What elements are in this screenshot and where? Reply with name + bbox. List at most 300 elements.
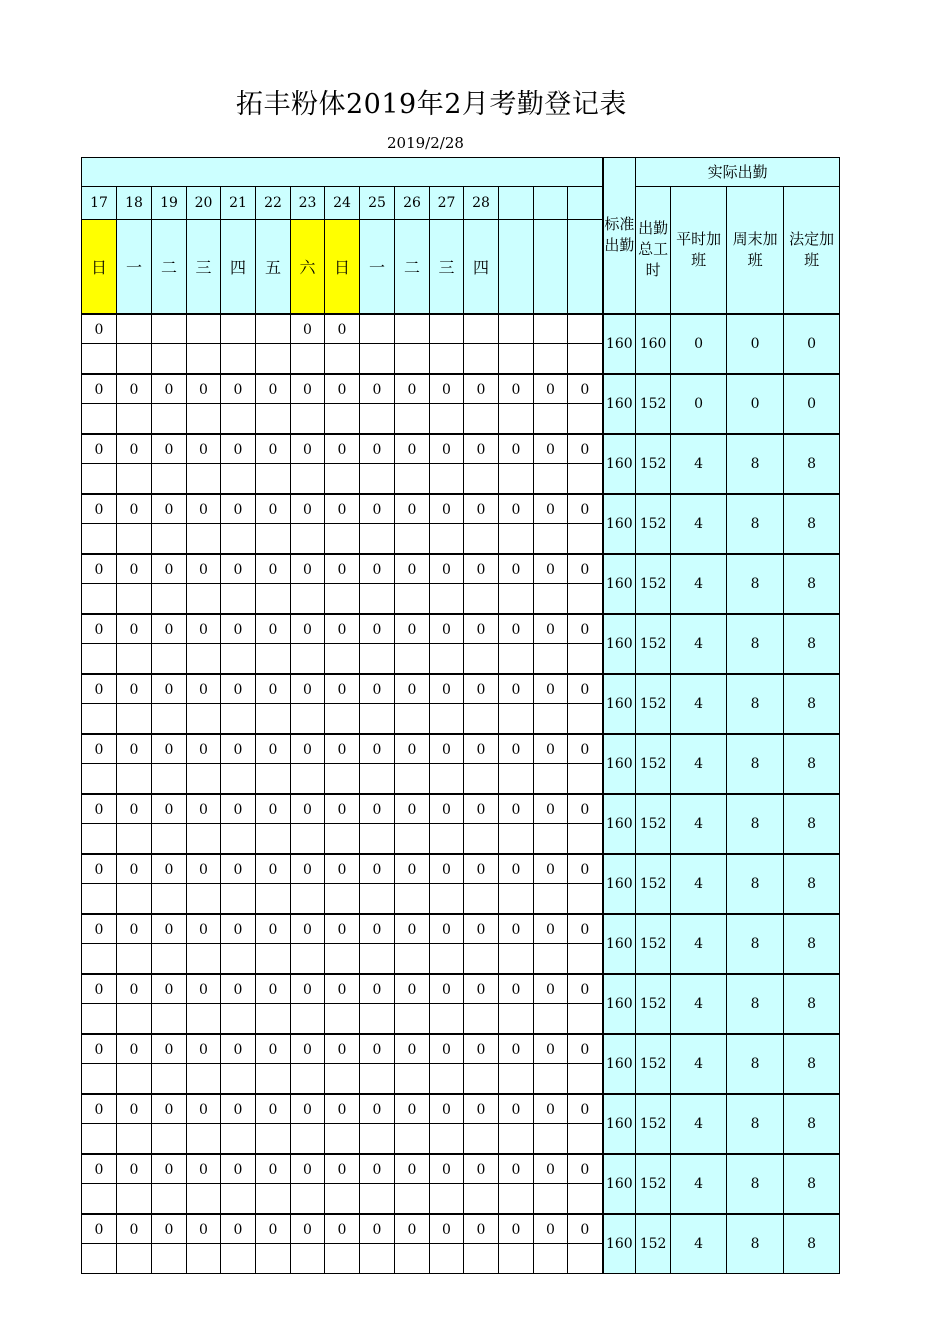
hours-note-cell[interactable] <box>291 524 325 554</box>
hours-cell[interactable]: 0 <box>291 734 325 764</box>
hours-note-cell[interactable] <box>256 1184 291 1214</box>
hours-note-cell[interactable] <box>430 344 464 374</box>
standard-hours-cell[interactable]: 160 <box>603 434 636 494</box>
hours-note-cell[interactable] <box>568 884 603 914</box>
hours-cell[interactable]: 0 <box>499 494 534 524</box>
hours-cell[interactable]: 0 <box>221 1034 256 1064</box>
weekday-overtime-cell[interactable]: 4 <box>671 494 727 554</box>
hours-note-cell[interactable] <box>221 824 256 854</box>
hours-note-cell[interactable] <box>360 764 395 794</box>
hours-note-cell[interactable] <box>395 884 430 914</box>
hours-note-cell[interactable] <box>360 344 395 374</box>
hours-cell[interactable]: 0 <box>499 554 534 584</box>
hours-cell[interactable]: 0 <box>325 374 360 404</box>
hours-cell[interactable]: 0 <box>256 854 291 884</box>
hours-note-cell[interactable] <box>291 1004 325 1034</box>
hours-note-cell[interactable] <box>152 344 187 374</box>
hours-note-cell[interactable] <box>325 764 360 794</box>
hours-note-cell[interactable] <box>152 824 187 854</box>
hours-note-cell[interactable] <box>152 524 187 554</box>
hours-cell[interactable]: 0 <box>360 1094 395 1124</box>
hours-cell[interactable]: 0 <box>534 1034 568 1064</box>
holiday-overtime-cell[interactable]: 8 <box>784 734 840 794</box>
hours-cell[interactable]: 0 <box>499 854 534 884</box>
hours-cell[interactable]: 0 <box>187 794 221 824</box>
standard-hours-cell[interactable]: 160 <box>603 374 636 434</box>
hours-note-cell[interactable] <box>187 404 221 434</box>
hours-cell[interactable]: 0 <box>534 554 568 584</box>
hours-cell[interactable]: 0 <box>152 434 187 464</box>
hours-note-cell[interactable] <box>152 644 187 674</box>
weekend-overtime-cell[interactable]: 8 <box>727 674 784 734</box>
hours-cell[interactable]: 0 <box>152 554 187 584</box>
hours-cell[interactable] <box>256 314 291 344</box>
hours-note-cell[interactable] <box>360 404 395 434</box>
hours-cell[interactable] <box>117 314 152 344</box>
weekend-overtime-cell[interactable]: 8 <box>727 554 784 614</box>
weekend-overtime-cell[interactable]: 8 <box>727 1094 784 1154</box>
hours-note-cell[interactable] <box>360 944 395 974</box>
total-hours-cell[interactable]: 152 <box>636 674 671 734</box>
holiday-overtime-cell[interactable]: 8 <box>784 494 840 554</box>
hours-note-cell[interactable] <box>221 584 256 614</box>
hours-cell[interactable]: 0 <box>430 974 464 1004</box>
holiday-overtime-cell[interactable]: 8 <box>784 854 840 914</box>
hours-note-cell[interactable] <box>117 1184 152 1214</box>
hours-cell[interactable]: 0 <box>534 374 568 404</box>
hours-cell[interactable]: 0 <box>291 1034 325 1064</box>
hours-note-cell[interactable] <box>499 1124 534 1154</box>
hours-note-cell[interactable] <box>464 704 499 734</box>
hours-note-cell[interactable] <box>499 1004 534 1034</box>
hours-note-cell[interactable] <box>82 344 117 374</box>
hours-cell[interactable]: 0 <box>82 314 117 344</box>
hours-cell[interactable]: 0 <box>187 554 221 584</box>
hours-cell[interactable] <box>430 314 464 344</box>
hours-cell[interactable]: 0 <box>187 434 221 464</box>
hours-note-cell[interactable] <box>568 1244 603 1274</box>
hours-note-cell[interactable] <box>499 764 534 794</box>
total-hours-cell[interactable]: 152 <box>636 1034 671 1094</box>
weekend-overtime-cell[interactable]: 8 <box>727 1154 784 1214</box>
standard-hours-cell[interactable]: 160 <box>603 494 636 554</box>
hours-cell[interactable]: 0 <box>430 494 464 524</box>
hours-cell[interactable]: 0 <box>395 614 430 644</box>
hours-note-cell[interactable] <box>82 764 117 794</box>
hours-cell[interactable]: 0 <box>499 674 534 704</box>
hours-note-cell[interactable] <box>325 944 360 974</box>
hours-cell[interactable]: 0 <box>534 1094 568 1124</box>
hours-note-cell[interactable] <box>325 704 360 734</box>
hours-cell[interactable]: 0 <box>117 914 152 944</box>
hours-cell[interactable] <box>187 314 221 344</box>
holiday-overtime-cell[interactable]: 8 <box>784 434 840 494</box>
hours-note-cell[interactable] <box>82 704 117 734</box>
total-hours-cell[interactable]: 152 <box>636 374 671 434</box>
hours-cell[interactable]: 0 <box>360 614 395 644</box>
hours-note-cell[interactable] <box>464 1064 499 1094</box>
hours-note-cell[interactable] <box>534 1124 568 1154</box>
hours-cell[interactable]: 0 <box>117 734 152 764</box>
hours-note-cell[interactable] <box>82 1124 117 1154</box>
weekend-overtime-cell[interactable]: 8 <box>727 494 784 554</box>
weekday-overtime-cell[interactable]: 4 <box>671 1034 727 1094</box>
standard-hours-cell[interactable]: 160 <box>603 1094 636 1154</box>
hours-note-cell[interactable] <box>325 1244 360 1274</box>
hours-cell[interactable]: 0 <box>256 1094 291 1124</box>
hours-note-cell[interactable] <box>117 644 152 674</box>
hours-note-cell[interactable] <box>82 824 117 854</box>
hours-note-cell[interactable] <box>325 1064 360 1094</box>
hours-note-cell[interactable] <box>117 404 152 434</box>
hours-cell[interactable]: 0 <box>568 614 603 644</box>
hours-note-cell[interactable] <box>152 1004 187 1034</box>
hours-cell[interactable]: 0 <box>360 554 395 584</box>
standard-hours-cell[interactable]: 160 <box>603 974 636 1034</box>
hours-note-cell[interactable] <box>187 704 221 734</box>
hours-cell[interactable]: 0 <box>221 554 256 584</box>
hours-note-cell[interactable] <box>360 524 395 554</box>
hours-cell[interactable] <box>534 314 568 344</box>
hours-note-cell[interactable] <box>117 1004 152 1034</box>
hours-cell[interactable]: 0 <box>256 434 291 464</box>
hours-note-cell[interactable] <box>568 1184 603 1214</box>
hours-cell[interactable]: 0 <box>291 794 325 824</box>
hours-cell[interactable]: 0 <box>325 554 360 584</box>
hours-note-cell[interactable] <box>256 1064 291 1094</box>
hours-cell[interactable] <box>464 314 499 344</box>
weekday-overtime-cell[interactable]: 4 <box>671 434 727 494</box>
hours-note-cell[interactable] <box>430 1184 464 1214</box>
hours-note-cell[interactable] <box>82 1064 117 1094</box>
hours-note-cell[interactable] <box>117 1244 152 1274</box>
hours-note-cell[interactable] <box>187 1184 221 1214</box>
holiday-overtime-cell[interactable]: 8 <box>784 614 840 674</box>
hours-note-cell[interactable] <box>499 464 534 494</box>
hours-cell[interactable]: 0 <box>499 1154 534 1184</box>
hours-cell[interactable]: 0 <box>325 1034 360 1064</box>
hours-cell[interactable]: 0 <box>325 734 360 764</box>
hours-note-cell[interactable] <box>221 1124 256 1154</box>
weekend-overtime-cell[interactable]: 8 <box>727 1214 784 1274</box>
hours-cell[interactable]: 0 <box>325 1094 360 1124</box>
hours-cell[interactable]: 0 <box>464 974 499 1004</box>
weekday-overtime-cell[interactable]: 0 <box>671 314 727 374</box>
holiday-overtime-cell[interactable]: 8 <box>784 794 840 854</box>
hours-note-cell[interactable] <box>395 584 430 614</box>
hours-cell[interactable] <box>221 314 256 344</box>
hours-cell[interactable]: 0 <box>325 854 360 884</box>
hours-cell[interactable]: 0 <box>464 434 499 464</box>
hours-cell[interactable]: 0 <box>221 734 256 764</box>
hours-cell[interactable]: 0 <box>360 794 395 824</box>
hours-note-cell[interactable] <box>256 524 291 554</box>
holiday-overtime-cell[interactable]: 8 <box>784 1214 840 1274</box>
hours-note-cell[interactable] <box>221 1184 256 1214</box>
hours-note-cell[interactable] <box>325 824 360 854</box>
hours-note-cell[interactable] <box>291 584 325 614</box>
weekend-overtime-cell[interactable]: 8 <box>727 1034 784 1094</box>
hours-note-cell[interactable] <box>464 584 499 614</box>
hours-cell[interactable]: 0 <box>152 794 187 824</box>
hours-note-cell[interactable] <box>221 1004 256 1034</box>
hours-note-cell[interactable] <box>430 1064 464 1094</box>
hours-note-cell[interactable] <box>430 764 464 794</box>
hours-note-cell[interactable] <box>430 944 464 974</box>
hours-note-cell[interactable] <box>187 824 221 854</box>
hours-cell[interactable]: 0 <box>430 734 464 764</box>
hours-note-cell[interactable] <box>464 764 499 794</box>
hours-cell[interactable]: 0 <box>117 974 152 1004</box>
hours-cell[interactable] <box>152 314 187 344</box>
hours-note-cell[interactable] <box>325 1124 360 1154</box>
hours-note-cell[interactable] <box>360 1004 395 1034</box>
hours-cell[interactable]: 0 <box>117 674 152 704</box>
hours-cell[interactable]: 0 <box>187 1214 221 1244</box>
hours-cell[interactable]: 0 <box>360 374 395 404</box>
hours-note-cell[interactable] <box>117 524 152 554</box>
hours-note-cell[interactable] <box>187 464 221 494</box>
weekend-overtime-cell[interactable]: 8 <box>727 614 784 674</box>
hours-cell[interactable]: 0 <box>430 374 464 404</box>
weekday-overtime-cell[interactable]: 4 <box>671 554 727 614</box>
hours-note-cell[interactable] <box>395 764 430 794</box>
hours-note-cell[interactable] <box>395 1184 430 1214</box>
hours-cell[interactable]: 0 <box>82 1214 117 1244</box>
hours-cell[interactable]: 0 <box>534 794 568 824</box>
hours-cell[interactable]: 0 <box>221 674 256 704</box>
hours-cell[interactable]: 0 <box>82 1034 117 1064</box>
weekday-overtime-cell[interactable]: 4 <box>671 794 727 854</box>
hours-note-cell[interactable] <box>360 1124 395 1154</box>
hours-note-cell[interactable] <box>221 524 256 554</box>
hours-note-cell[interactable] <box>534 944 568 974</box>
hours-cell[interactable]: 0 <box>430 614 464 644</box>
hours-note-cell[interactable] <box>430 404 464 434</box>
standard-hours-cell[interactable]: 160 <box>603 314 636 374</box>
hours-cell[interactable]: 0 <box>82 494 117 524</box>
hours-cell[interactable]: 0 <box>395 554 430 584</box>
hours-note-cell[interactable] <box>221 944 256 974</box>
hours-note-cell[interactable] <box>395 524 430 554</box>
hours-note-cell[interactable] <box>325 644 360 674</box>
hours-note-cell[interactable] <box>568 344 603 374</box>
holiday-overtime-cell[interactable]: 0 <box>784 314 840 374</box>
hours-note-cell[interactable] <box>499 584 534 614</box>
hours-cell[interactable]: 0 <box>187 854 221 884</box>
hours-note-cell[interactable] <box>464 344 499 374</box>
hours-cell[interactable]: 0 <box>325 674 360 704</box>
hours-cell[interactable]: 0 <box>360 1214 395 1244</box>
standard-hours-cell[interactable]: 160 <box>603 914 636 974</box>
holiday-overtime-cell[interactable]: 8 <box>784 914 840 974</box>
hours-note-cell[interactable] <box>464 464 499 494</box>
hours-note-cell[interactable] <box>395 344 430 374</box>
hours-cell[interactable]: 0 <box>430 1034 464 1064</box>
hours-note-cell[interactable] <box>430 704 464 734</box>
hours-note-cell[interactable] <box>256 884 291 914</box>
standard-hours-cell[interactable]: 160 <box>603 1034 636 1094</box>
hours-cell[interactable]: 0 <box>360 974 395 1004</box>
hours-note-cell[interactable] <box>221 764 256 794</box>
hours-note-cell[interactable] <box>152 1184 187 1214</box>
hours-cell[interactable]: 0 <box>499 734 534 764</box>
hours-cell[interactable]: 0 <box>534 974 568 1004</box>
hours-cell[interactable]: 0 <box>117 434 152 464</box>
hours-note-cell[interactable] <box>221 464 256 494</box>
hours-note-cell[interactable] <box>395 824 430 854</box>
hours-cell[interactable]: 0 <box>534 854 568 884</box>
hours-cell[interactable]: 0 <box>464 374 499 404</box>
hours-cell[interactable]: 0 <box>256 974 291 1004</box>
hours-cell[interactable]: 0 <box>325 1214 360 1244</box>
hours-cell[interactable]: 0 <box>464 854 499 884</box>
hours-cell[interactable]: 0 <box>534 734 568 764</box>
weekday-overtime-cell[interactable]: 4 <box>671 614 727 674</box>
hours-cell[interactable]: 0 <box>325 614 360 644</box>
hours-cell[interactable]: 0 <box>256 1214 291 1244</box>
hours-note-cell[interactable] <box>117 1064 152 1094</box>
hours-cell[interactable]: 0 <box>534 1214 568 1244</box>
hours-note-cell[interactable] <box>152 704 187 734</box>
hours-cell[interactable]: 0 <box>256 734 291 764</box>
hours-note-cell[interactable] <box>187 344 221 374</box>
standard-hours-cell[interactable]: 160 <box>603 554 636 614</box>
hours-cell[interactable]: 0 <box>117 1154 152 1184</box>
hours-note-cell[interactable] <box>499 884 534 914</box>
hours-cell[interactable]: 0 <box>82 434 117 464</box>
hours-note-cell[interactable] <box>534 584 568 614</box>
hours-note-cell[interactable] <box>117 884 152 914</box>
hours-cell[interactable]: 0 <box>499 1034 534 1064</box>
hours-note-cell[interactable] <box>291 464 325 494</box>
hours-note-cell[interactable] <box>430 584 464 614</box>
holiday-overtime-cell[interactable]: 8 <box>784 1154 840 1214</box>
weekend-overtime-cell[interactable]: 8 <box>727 734 784 794</box>
hours-cell[interactable]: 0 <box>568 914 603 944</box>
hours-note-cell[interactable] <box>360 1064 395 1094</box>
hours-cell[interactable]: 0 <box>152 674 187 704</box>
hours-note-cell[interactable] <box>534 644 568 674</box>
hours-cell[interactable]: 0 <box>256 614 291 644</box>
hours-note-cell[interactable] <box>187 764 221 794</box>
hours-cell[interactable]: 0 <box>499 374 534 404</box>
hours-cell[interactable]: 0 <box>291 494 325 524</box>
hours-note-cell[interactable] <box>82 404 117 434</box>
hours-cell[interactable]: 0 <box>464 1094 499 1124</box>
hours-note-cell[interactable] <box>256 404 291 434</box>
hours-cell[interactable]: 0 <box>360 1154 395 1184</box>
hours-note-cell[interactable] <box>152 944 187 974</box>
hours-note-cell[interactable] <box>568 944 603 974</box>
hours-cell[interactable]: 0 <box>187 1034 221 1064</box>
hours-cell[interactable] <box>499 314 534 344</box>
hours-note-cell[interactable] <box>325 884 360 914</box>
hours-note-cell[interactable] <box>256 704 291 734</box>
hours-cell[interactable]: 0 <box>256 554 291 584</box>
hours-cell[interactable]: 0 <box>82 734 117 764</box>
hours-cell[interactable]: 0 <box>568 494 603 524</box>
hours-cell[interactable]: 0 <box>464 614 499 644</box>
hours-cell[interactable]: 0 <box>325 974 360 1004</box>
hours-cell[interactable]: 0 <box>325 1154 360 1184</box>
hours-note-cell[interactable] <box>360 584 395 614</box>
hours-note-cell[interactable] <box>464 644 499 674</box>
hours-cell[interactable]: 0 <box>82 674 117 704</box>
total-hours-cell[interactable]: 152 <box>636 1094 671 1154</box>
hours-cell[interactable]: 0 <box>430 1094 464 1124</box>
hours-cell[interactable]: 0 <box>464 674 499 704</box>
hours-cell[interactable]: 0 <box>534 434 568 464</box>
hours-cell[interactable]: 0 <box>499 974 534 1004</box>
hours-note-cell[interactable] <box>117 464 152 494</box>
hours-note-cell[interactable] <box>221 1244 256 1274</box>
hours-note-cell[interactable] <box>256 644 291 674</box>
hours-note-cell[interactable] <box>291 824 325 854</box>
hours-cell[interactable]: 0 <box>534 674 568 704</box>
hours-note-cell[interactable] <box>395 644 430 674</box>
hours-note-cell[interactable] <box>568 1064 603 1094</box>
hours-note-cell[interactable] <box>534 524 568 554</box>
hours-note-cell[interactable] <box>291 344 325 374</box>
weekday-overtime-cell[interactable]: 4 <box>671 1154 727 1214</box>
hours-cell[interactable]: 0 <box>291 674 325 704</box>
hours-cell[interactable]: 0 <box>82 1154 117 1184</box>
hours-cell[interactable]: 0 <box>325 314 360 344</box>
hours-cell[interactable]: 0 <box>221 974 256 1004</box>
hours-cell[interactable]: 0 <box>221 374 256 404</box>
hours-cell[interactable]: 0 <box>256 494 291 524</box>
hours-cell[interactable]: 0 <box>187 674 221 704</box>
hours-cell[interactable]: 0 <box>325 914 360 944</box>
hours-note-cell[interactable] <box>430 464 464 494</box>
hours-cell[interactable]: 0 <box>325 434 360 464</box>
hours-note-cell[interactable] <box>291 764 325 794</box>
hours-note-cell[interactable] <box>256 764 291 794</box>
hours-cell[interactable]: 0 <box>360 914 395 944</box>
hours-note-cell[interactable] <box>360 884 395 914</box>
hours-note-cell[interactable] <box>291 404 325 434</box>
hours-note-cell[interactable] <box>256 944 291 974</box>
hours-cell[interactable]: 0 <box>568 674 603 704</box>
hours-note-cell[interactable] <box>395 1064 430 1094</box>
hours-note-cell[interactable] <box>82 884 117 914</box>
total-hours-cell[interactable]: 160 <box>636 314 671 374</box>
hours-cell[interactable]: 0 <box>82 974 117 1004</box>
hours-cell[interactable]: 0 <box>82 854 117 884</box>
hours-cell[interactable]: 0 <box>256 374 291 404</box>
weekend-overtime-cell[interactable]: 8 <box>727 914 784 974</box>
hours-cell[interactable]: 0 <box>152 374 187 404</box>
hours-note-cell[interactable] <box>187 1124 221 1154</box>
hours-cell[interactable]: 0 <box>499 914 534 944</box>
hours-cell[interactable]: 0 <box>291 854 325 884</box>
weekend-overtime-cell[interactable]: 0 <box>727 374 784 434</box>
hours-note-cell[interactable] <box>82 1244 117 1274</box>
hours-cell[interactable]: 0 <box>152 494 187 524</box>
hours-note-cell[interactable] <box>464 1004 499 1034</box>
hours-note-cell[interactable] <box>464 944 499 974</box>
hours-cell[interactable]: 0 <box>395 1214 430 1244</box>
hours-note-cell[interactable] <box>291 704 325 734</box>
hours-note-cell[interactable] <box>499 644 534 674</box>
total-hours-cell[interactable]: 152 <box>636 914 671 974</box>
hours-cell[interactable]: 0 <box>464 494 499 524</box>
hours-note-cell[interactable] <box>256 584 291 614</box>
standard-hours-cell[interactable]: 160 <box>603 794 636 854</box>
hours-cell[interactable]: 0 <box>430 674 464 704</box>
holiday-overtime-cell[interactable]: 8 <box>784 974 840 1034</box>
